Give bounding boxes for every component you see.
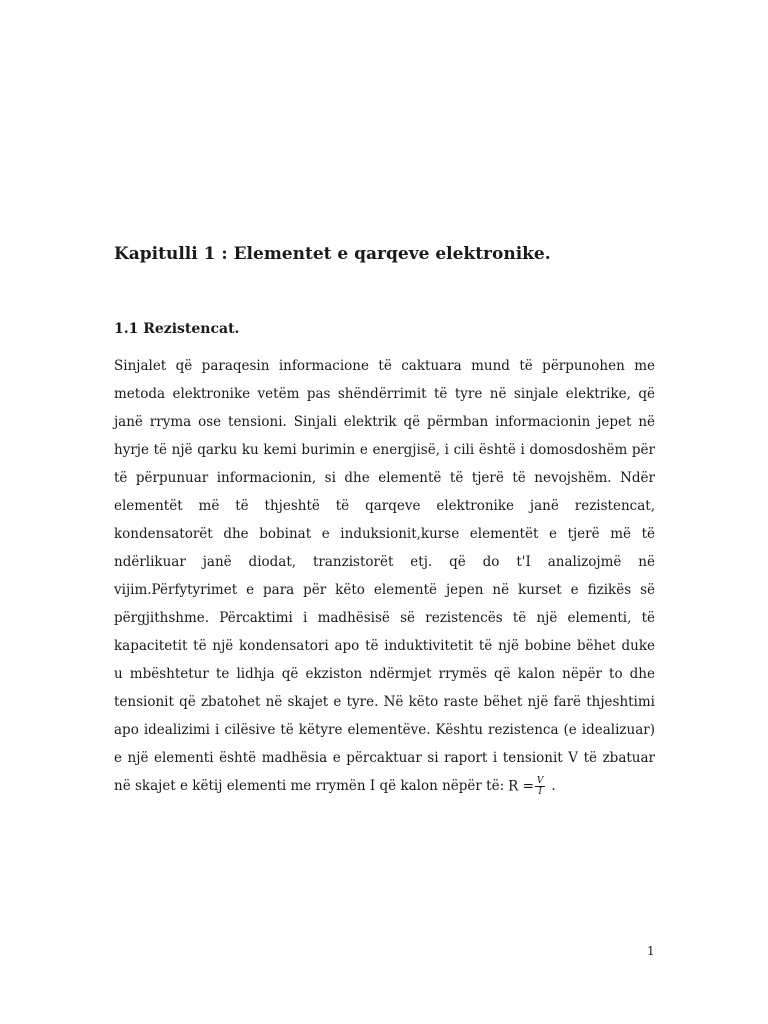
formula-lhs: R = (508, 778, 534, 795)
paragraph-line: kondensatorët dhe bobinat e induksionit,kurse elementët e tjerë më të (114, 526, 655, 542)
body-paragraph (114, 352, 655, 800)
formula-numerator: V (536, 776, 544, 787)
chapter-title: Kapitulli 1 : Elementet e qarqeve elektronike. (114, 244, 551, 264)
last-line-text: në skajet e këtij elementi me rrymën I që kalon nëpër të: (114, 778, 505, 794)
paragraph-line: e një elementi është madhësia e përcaktuar si raport i tensionit V të zbatuar (114, 750, 655, 766)
paragraph-line: ndërlikuar janë diodat, tranzistorët etj. që do t'I analizojmë në (114, 554, 655, 570)
formula-fraction (535, 776, 546, 797)
paragraph-line: tensionit që zbatohet në skajet e tyre. Në këto raste bëhet një farë thjeshtimi (114, 694, 655, 710)
paragraph-line: janë rryma ose tensioni. Sinjali elektrik që përmban informacionin jepet në (114, 414, 655, 430)
paragraph-line: u mbështetur te lidhja që ekziston ndërmjet rrymës që kalon nëpër to dhe (114, 666, 655, 682)
paragraph-line: apo idealizimi i cilësive të këtyre elementëve. Kështu rezistenca (e idealizuar) (114, 722, 655, 738)
paragraph-line: vijim.Përfytyrimet e para për këto elementë jepen në kurset e fizikës së (114, 582, 655, 598)
paragraph-line: metoda elektronike vetëm pas shëndërrimit të tyre në sinjale elektrike, që (114, 386, 655, 402)
resistance-formula (508, 772, 556, 801)
paragraph-line: të përpunuar informacionin, si dhe elementë të tjerë të nevojshëm. Ndër (114, 470, 655, 486)
page-number: 1 (647, 944, 655, 958)
section-heading: 1.1 Rezistencat. (114, 321, 240, 337)
paragraph-last-line (114, 772, 655, 800)
formula-denominator: I (538, 787, 542, 798)
paragraph-line: hyrje të një qarku ku kemi burimin e energjisë, i cili është i domosdoshëm për (114, 442, 655, 458)
paragraph-line: kapacitetit të një kondensatori apo të induktivitetit të një bobine bëhet duke (114, 638, 655, 654)
paragraph-line: përgjithshme. Përcaktimi i madhësisë së rezistencës të një elementi, të (114, 610, 655, 626)
paragraph-line: elementët më të thjeshtë të qarqeve elektronike janë rezistencat, (114, 498, 655, 514)
formula-tail: . (551, 778, 556, 795)
paragraph-line: Sinjalet që paraqesin informacione të caktuara mund të përpunohen me (114, 358, 655, 374)
